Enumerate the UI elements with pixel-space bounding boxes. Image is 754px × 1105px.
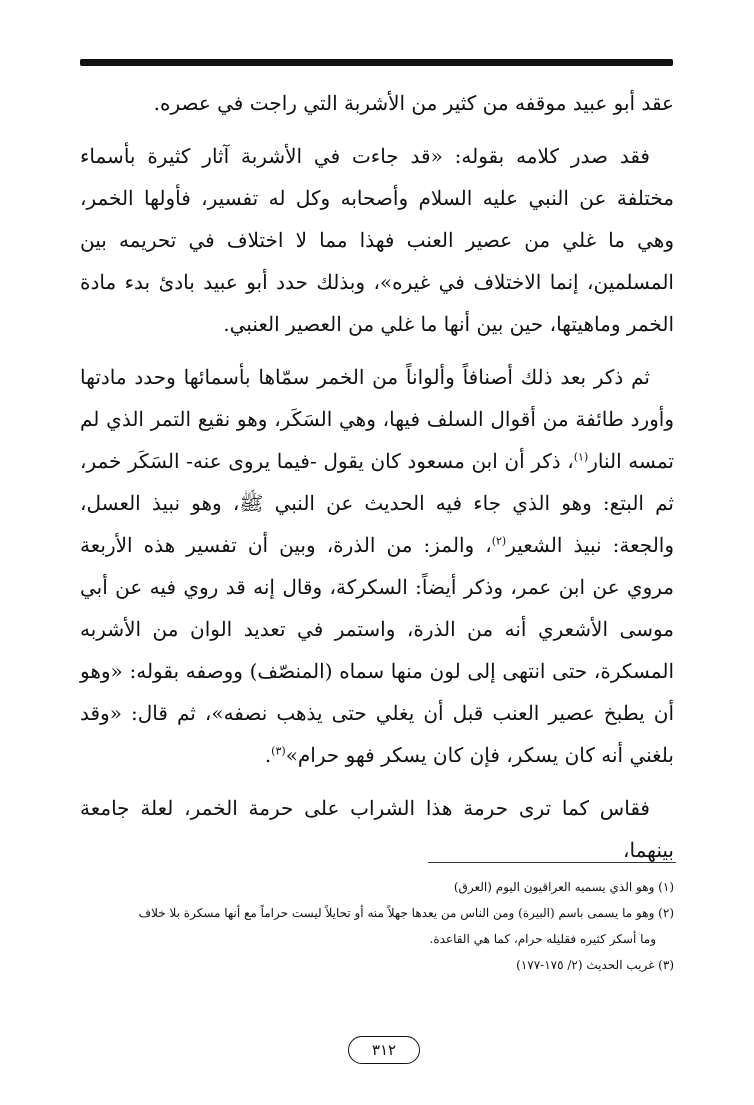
paragraph-1-text: عقد أبو عبيد موقفه من كثير من الأشربة التي راجت في عصره. (153, 91, 674, 115)
main-text (80, 82, 674, 871)
footnote-2-continued: وما أسكر كثيره فقليله حرام، كما هي القاعدة. (429, 932, 656, 946)
paragraph-2-text: فقد صدر كلامه بقوله: «قد جاءت في الأشربة آثار كثيرة بأسماء مختلفة عن النبي عليه السلام وأصحابه وكل له تفسير، فأولها الخمر، وهي ما غلي من عصير العنب فهذا مما لا اختلاف في تحريمه بين المسلمين، إنما الاختلاف في غيره»، وبذلك حدد أبو عبيد بادئ بدء مادة الخمر وماهيتها، حين بين أنها ما غلي من العصير العنبي. (80, 144, 674, 336)
paragraph-1 (80, 82, 674, 124)
footnote-1: (١) وهو الذي يسميه العراقيون اليوم (العرق) (453, 880, 674, 894)
paragraph-4 (80, 787, 674, 871)
footnotes (80, 874, 674, 978)
paragraph-3 (80, 356, 674, 776)
footnote-separator (428, 862, 676, 863)
paragraph-4-text: فقاس كما ترى حرمة هذا الشراب على حرمة الخمر، لعلة جامعة بينهما، (80, 796, 674, 862)
paragraph-3-text-c: ، والمز: من الذرة، وبين أن تفسير هذه الأربعة مروي عن ابن عمر، وذكر أيضاً: السكركة، وقال إنه قد روي فيه عن أبي موسى الأشعري أنه من الذرة، واستمر في تعديد الوان من الأشربه المسكرة، حتى انتهى إلى لون منها سماه (المنصّف) ووصفه بقوله: «وهو أن يطبخ عصير العنب قبل أن يغلي حتى يذهب نصفه»، ثم قال: «وقد بلغني أنه كان يسكر، فإن كان يسكر فهو حرام» (80, 533, 674, 767)
footnote-ref-1[interactable]: (١) (573, 450, 589, 464)
paragraph-2 (80, 135, 674, 345)
footnote-3: (٣) غريب الحديث (٢/ ١٧٥-١٧٧) (516, 958, 674, 972)
paragraph-3-text-a: ثم ذكر بعد ذلك أصنافاً وألواناً من الخمر سمّاها بأسمائها وحدد مادتها وأورد طائفة من أقوال السلف فيها، وهي السَكَر، وهو نقيع التمر الذي لم تمسه النار (80, 365, 674, 473)
paragraph-3-text-d: . (264, 743, 272, 767)
footnote-ref-3[interactable]: (٣) (271, 744, 286, 758)
footnote-2: (٢) وهو ما يسمى باسم (البيرة) ومن الناس من يعدها جهلاً منه أو تحايلاً ليست حراماً مع أنها مسكرة بلا خلاف (138, 906, 674, 920)
page-number: ٣١٢ (348, 1036, 420, 1064)
top-rule (80, 59, 673, 66)
footnote-ref-2[interactable]: (٢) (491, 534, 507, 548)
paragraph-3-text-b: ، ذكر أن ابن مسعود كان يقول -فيما يروى عنه- السَكَر خمر، ثم البتع: وهو الذي جاء فيه الحديث عن النبي ﷺ، وهو نبيذ العسل، والجعة: نبيذ الشعير (80, 449, 675, 557)
